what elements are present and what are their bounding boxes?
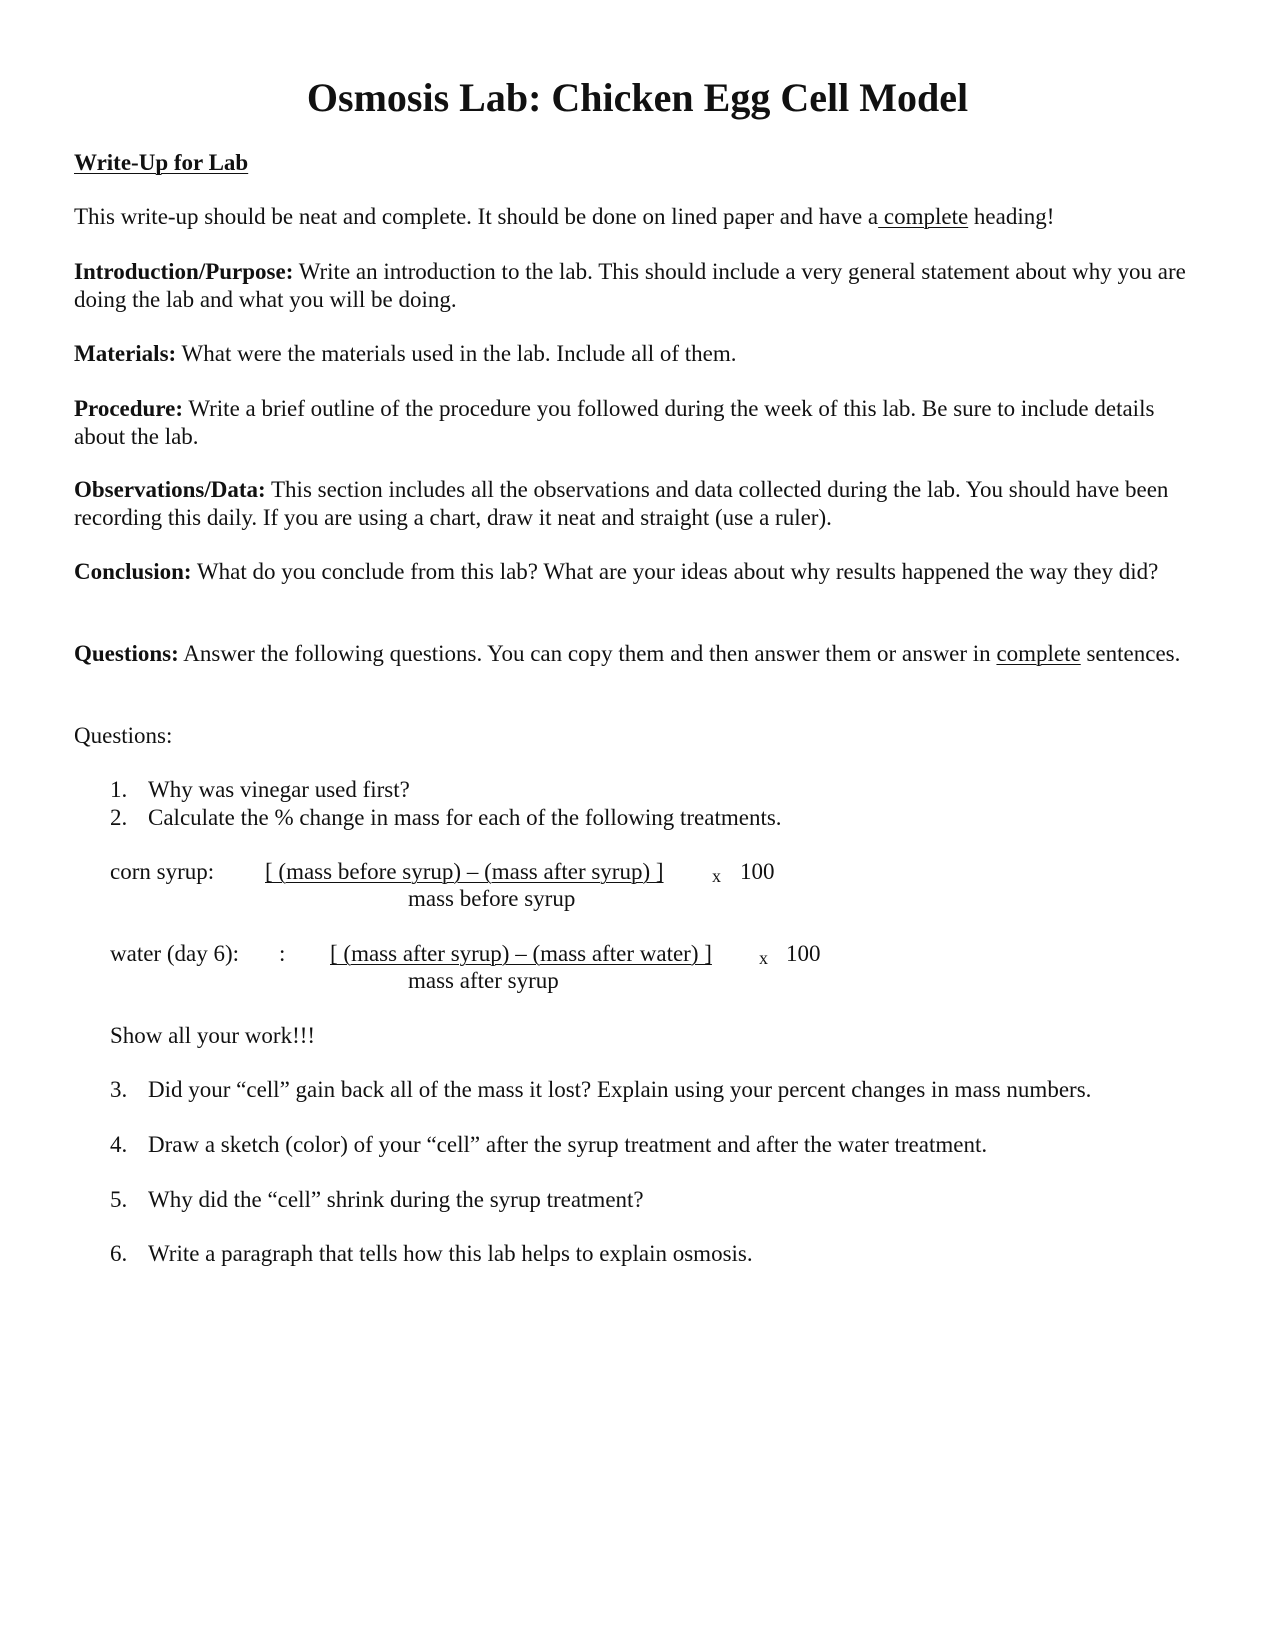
intro-line-text: This write-up should be neat and complete. It should be done on lined paper and have a	[74, 204, 879, 229]
section-text: What do you conclude from this lab? What are your ideas about why results happened the way they did?	[191, 559, 1159, 584]
section-text: This section includes all the observations and data collected during the lab. You should have been recording this daily. If you are using a chart, draw it neat and straight (use a ruler).	[74, 477, 1169, 530]
section-label: Conclusion:	[74, 559, 192, 584]
question-text: Why was vinegar used first?	[148, 777, 410, 802]
question-text: Did your “cell” gain back all of the mass it lost? Explain using your percent changes in mass numbers.	[148, 1077, 1092, 1102]
section-conclusion	[74, 558, 1194, 586]
intro-line-end: heading!	[968, 204, 1055, 229]
formula-label: corn syrup:	[110, 859, 215, 884]
question-number: 4.	[110, 1132, 128, 1157]
formula-multiply: x	[712, 866, 721, 886]
section-label: Materials:	[74, 341, 177, 366]
formula-colon: :	[279, 941, 286, 966]
section-text: Write an introduction to the lab. This should include a very general statement about why you are doing the lab and what you will be doing.	[74, 259, 1186, 312]
section-text: What were the materials used in the lab. Include all of them.	[176, 341, 737, 366]
section-label: Introduction/Purpose:	[74, 259, 294, 284]
section-introduction	[74, 258, 1194, 314]
question-text: Write a paragraph that tells how this lab helps to explain osmosis.	[148, 1241, 753, 1266]
question-item	[110, 804, 782, 832]
section-observations	[74, 476, 1194, 532]
question-number: 2.	[110, 805, 128, 830]
section-label: Procedure:	[74, 396, 184, 421]
section-materials	[74, 340, 1194, 368]
question-text: Draw a sketch (color) of your “cell” after the syrup treatment and after the water treatment.	[148, 1132, 988, 1157]
question-item	[110, 776, 410, 804]
section-label: Observations/Data:	[74, 477, 266, 502]
question-item	[110, 1186, 644, 1214]
section-procedure	[74, 395, 1194, 451]
question-item	[110, 1240, 753, 1268]
question-item	[110, 1076, 1091, 1104]
questions-heading: Questions:	[74, 723, 173, 748]
formula-denominator: mass before syrup	[408, 886, 576, 911]
section-text-underlined: complete	[996, 641, 1081, 666]
formula-numerator: [ (mass after syrup) – (mass after water) ]	[330, 941, 712, 966]
question-text: Why did the “cell” shrink during the syrup treatment?	[148, 1187, 644, 1212]
intro-line-underlined: complete	[878, 204, 969, 229]
question-number: 3.	[110, 1077, 128, 1102]
section-text: Answer the following questions. You can copy them and then answer them or answer in	[178, 641, 997, 666]
formula-multiply: x	[759, 948, 768, 968]
section-label: Questions:	[74, 641, 179, 666]
section-text: Write a brief outline of the procedure you followed during the week of this lab. Be sure to include details about the lab.	[74, 396, 1155, 449]
formula-numerator: [ (mass before syrup) – (mass after syrup) ]	[265, 859, 664, 884]
question-number: 1.	[110, 777, 128, 802]
question-number: 5.	[110, 1187, 128, 1212]
formula-hundred: 100	[786, 941, 821, 966]
formula-hundred: 100	[740, 859, 775, 884]
page-title: Osmosis Lab: Chicken Egg Cell Model	[306, 75, 969, 120]
show-work-note: Show all your work!!!	[110, 1023, 316, 1048]
section-questions	[74, 640, 1194, 668]
formula-denominator: mass after syrup	[408, 968, 559, 993]
formula-label: water (day 6):	[110, 941, 239, 966]
question-number: 6.	[110, 1241, 128, 1266]
intro-line	[74, 203, 1194, 231]
question-item	[110, 1131, 987, 1159]
writeup-heading: Write-Up for Lab	[74, 150, 249, 175]
section-text-end: sentences.	[1080, 641, 1181, 666]
question-text: Calculate the % change in mass for each of the following treatments.	[148, 805, 782, 830]
